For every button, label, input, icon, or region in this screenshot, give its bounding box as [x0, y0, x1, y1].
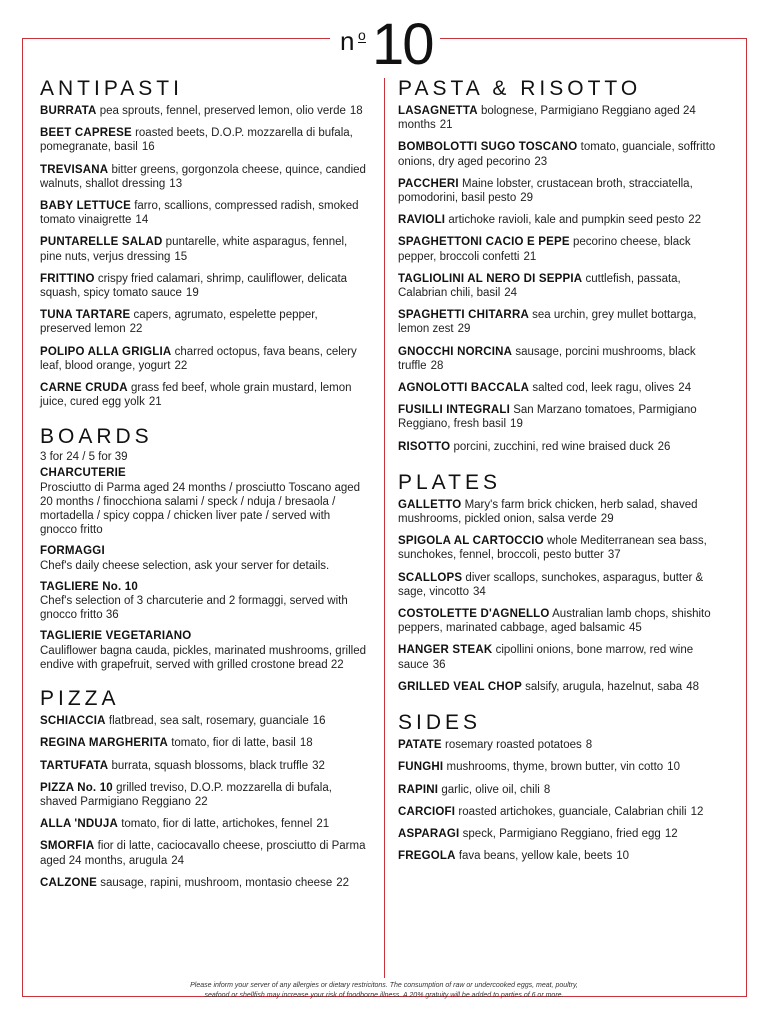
board-item-name: TAGLIERE No. 10 [40, 580, 138, 593]
menu-item-description: capers, agrumato, espelette pepper, preserved lemon [40, 309, 318, 336]
menu-item-name: TARTUFATA [40, 759, 109, 772]
menu-item-price: 10 [616, 850, 630, 863]
menu-item-name: HANGER STEAK [398, 644, 493, 657]
menu-item-name: GRILLED VEAL CHOP [398, 680, 522, 693]
menu-item-price: 26 [657, 440, 671, 453]
restaurant-logo [336, 14, 436, 76]
logo-o: o [358, 27, 366, 43]
menu-item-price: 36 [432, 658, 446, 671]
board-item [40, 580, 370, 623]
menu-item [398, 534, 728, 562]
menu-item-name: SCALLOPS [398, 571, 463, 584]
menu-item-name: CARNE CRUDA [40, 382, 128, 395]
menu-item-description: farro, scallions, compressed radish, smoked tomato vinaigrette [40, 200, 359, 227]
board-item-name: CHARCUTERIE [40, 467, 126, 480]
menu-item-name: COSTOLETTE D'AGNELLO [398, 608, 550, 621]
menu-item [40, 817, 370, 831]
menu-item-description: burrata, squash blossoms, black truffle [111, 759, 309, 772]
boards-title: BOARDS [40, 425, 153, 449]
menu-item [40, 235, 370, 263]
menu-item-name: PIZZA No. 10 [40, 781, 113, 794]
menu-item-price: 22 [336, 876, 350, 889]
pizza-list [40, 714, 370, 890]
sides-section [398, 712, 728, 863]
frame-right-border [746, 38, 747, 996]
menu-item [398, 571, 728, 599]
menu-item-price: 45 [628, 622, 642, 635]
menu-item-name: PUNTARELLE SALAD [40, 236, 163, 249]
menu-item [40, 308, 370, 336]
menu-item-price: 24 [171, 854, 185, 867]
menu-item-name: BURRATA [40, 105, 97, 117]
boards-subtitle: 3 for 24 / 5 for 39 [40, 451, 128, 464]
menu-item-name: LASAGNETTA [398, 105, 478, 117]
menu-item-price: 32 [312, 759, 325, 772]
plates-list [398, 498, 728, 694]
board-item [40, 629, 370, 672]
menu-item [398, 272, 728, 300]
menu-item-name: RAVIOLI [398, 214, 446, 227]
menu-item-description: crispy fried calamari, shrimp, cauliflower, delicata squash, spicy tomato sauce [40, 272, 348, 300]
menu-item-description: sea urchin, grey mullet bottarga, lemon zest [398, 309, 697, 336]
menu-item-price: 29 [600, 513, 614, 526]
menu-item-description: puntarelle, white asparagus, fennel, pine nuts, verjus dressing [40, 236, 348, 263]
menu-item-price: 14 [135, 214, 149, 227]
menu-item-name: TAGLIOLINI AL NERO DI SEPPIA [398, 272, 583, 285]
menu-item [40, 839, 370, 867]
menu-item-price: 28 [430, 359, 444, 372]
menu-item [40, 104, 370, 118]
menu-item-price: 22 [194, 795, 208, 808]
menu-item-price: 8 [585, 739, 593, 752]
menu-item-description: tomato, fior di latte, basil [171, 737, 296, 750]
menu-item [40, 163, 370, 191]
menu-item-price: 21 [439, 119, 453, 132]
menu-item-description: sausage, rapini, mushroom, montasio cheese [100, 876, 333, 889]
menu-item-price: 22 [129, 323, 143, 336]
allergy-notice-line2: seafood or shellfish may increase your risk of foodborne illness. A 20% gratuity will be added to parties of 6 or more. [204, 992, 564, 999]
menu-item-description: garlic, olive oil, chili [441, 783, 540, 796]
board-item [40, 466, 370, 537]
menu-item-price: 23 [534, 155, 548, 168]
menu-item-description: bitter greens, gorgonzola cheese, quince, candied walnuts, shallot dressing [40, 163, 366, 190]
board-item-description: Cauliflower bagna cauda, pickles, marinated mushrooms, grilled endive with grapefruit, served with grilled crostone bread 22 [40, 644, 366, 671]
menu-item-price: 22 [174, 359, 188, 372]
allergy-notice-line1: Please inform your server of any allergies or dietary restricitons. The consumption of raw or undercooked eggs, meat, poultry, [190, 982, 578, 989]
menu-item-description: roasted beets, D.O.P. mozzarella di bufala, pomegranate, basil [40, 127, 353, 154]
menu-item [40, 126, 370, 154]
menu-item [398, 849, 728, 863]
menu-item-description: tomato, fior di latte, artichokes, fennel [121, 818, 313, 831]
menu-item [398, 140, 728, 168]
menu-item [398, 498, 728, 526]
menu-item-price: 29 [520, 192, 534, 205]
right-column [398, 78, 728, 871]
menu-item-description: cipollini onions, bone marrow, red wine sauce [398, 644, 694, 671]
menu-item [398, 783, 728, 797]
menu-item-price: 48 [686, 680, 699, 693]
menu-item-name: BEET CAPRESE [40, 127, 132, 140]
menu-item-price: 12 [664, 827, 678, 840]
menu-item-price: 22 [688, 214, 702, 227]
menu-item-price: 12 [690, 805, 704, 818]
menu-item-description: whole Mediterranean sea bass, sunchokes, fennel, broccoli, pesto butter [398, 535, 707, 562]
menu-item [398, 805, 728, 819]
menu-item-name: TUNA TARTARE [40, 309, 131, 322]
antipasti-title: ANTIPASTI [40, 77, 183, 100]
menu-item-name: BABY LETTUCE [40, 200, 131, 213]
menu-item-name: REGINA MARGHERITA [40, 737, 168, 750]
menu-item [398, 177, 728, 205]
menu-item [398, 607, 728, 635]
menu-item-name: PATATE [398, 739, 442, 752]
pasta-section [398, 78, 728, 454]
menu-item-description: charred octopus, fava beans, celery leaf, blood orange, yogurt [40, 345, 357, 372]
frame-top-right-border [440, 38, 747, 39]
menu-item-description: fior di latte, caciocavallo cheese, prosciutto di Parma aged 24 months, arugula [40, 840, 366, 867]
menu-item-description: bolognese, Parmigiano Reggiano aged 24 months [398, 105, 696, 132]
board-item-description: Chef's daily cheese selection, ask your server for details. [40, 559, 330, 572]
menu-item-description: pecorino cheese, black pepper, broccoli confetti [398, 236, 691, 263]
menu-item-name: FREGOLA [398, 850, 456, 863]
plates-section [398, 472, 728, 694]
logo-number: 10 [372, 12, 433, 77]
menu-item [40, 781, 370, 809]
menu-item [398, 235, 728, 263]
menu-item-description: pea sprouts, fennel, preserved lemon, olio verde [99, 105, 346, 117]
menu-item [398, 680, 728, 694]
menu-item [40, 272, 370, 300]
column-divider [384, 78, 385, 978]
menu-item-price: 10 [667, 761, 680, 774]
board-item [40, 544, 370, 572]
pizza-section [40, 688, 370, 890]
menu-item-name: SPAGHETTONI CACIO E PEPE [398, 236, 570, 249]
menu-item [398, 308, 728, 336]
logo-n: n [340, 26, 355, 56]
frame-left-border [22, 38, 23, 996]
menu-item [398, 827, 728, 841]
menu-item [40, 199, 370, 227]
menu-item-description: grass fed beef, whole grain mustard, lemon juice, cured egg yolk [40, 382, 352, 409]
board-item-name: FORMAGGI [40, 545, 105, 558]
menu-item [40, 759, 370, 773]
menu-item-name: TREVISANA [40, 163, 109, 176]
menu-item [40, 876, 370, 890]
menu-item-description: cuttlefish, passata, Calabrian chili, basil [398, 272, 681, 300]
allergy-notice [100, 981, 668, 1001]
menu-item-description: porcini, zucchini, red wine braised duck [453, 440, 654, 453]
menu-item-description: fava beans, yellow kale, beets [458, 850, 613, 863]
menu-item-price: 16 [312, 715, 326, 728]
menu-item [40, 381, 370, 409]
menu-item-name: FRITTINO [40, 272, 95, 285]
menu-item-description: Australian lamb chops, shishito peppers, marinated cabbage, aged balsamic [398, 608, 711, 635]
menu-item-name: GNOCCHI NORCINA [398, 345, 513, 358]
menu-item-price: 16 [141, 141, 155, 154]
menu-item-price: 8 [543, 783, 551, 796]
boards-list [40, 466, 370, 672]
menu-item [398, 403, 728, 431]
menu-item-name: BOMBOLOTTI SUGO TOSCANO [398, 141, 578, 154]
menu-item-name: CALZONE [40, 876, 97, 889]
menu-item [40, 345, 370, 373]
menu-item-description: Mary's farm brick chicken, herb salad, shaved mushrooms, pickled onion, salsa verde [398, 498, 698, 526]
menu-item-description: salsify, arugula, hazelnut, saba [525, 680, 683, 693]
menu-item-description: artichoke ravioli, kale and pumpkin seed pesto [448, 214, 685, 227]
menu-item-description: speck, Parmigiano Reggiano, fried egg [462, 827, 661, 840]
menu-item-description: sausage, porcini mushrooms, black truffle [398, 345, 696, 372]
menu-item [398, 440, 728, 454]
menu-item-price: 21 [316, 818, 330, 831]
menu-item-description: grilled treviso, D.O.P. mozzarella di bufala, shaved Parmigiano Reggiano [40, 781, 332, 808]
antipasti-section [40, 78, 370, 409]
boards-section [40, 426, 370, 672]
menu-item [398, 381, 728, 395]
menu-item [398, 760, 728, 774]
menu-item-description: San Marzano tomatoes, Parmigiano Reggiano, fresh basil [398, 404, 697, 431]
menu-item-name: FUSILLI INTEGRALI [398, 404, 511, 417]
menu-item-name: SPAGHETTI CHITARRA [398, 309, 529, 322]
menu-item-name: ASPARAGI [398, 827, 460, 840]
antipasti-list [40, 104, 370, 409]
menu-item [398, 213, 728, 227]
menu-item-description: flatbread, sea salt, rosemary, guanciale [108, 715, 309, 728]
menu-item-price: 34 [472, 585, 486, 598]
menu-item [398, 345, 728, 373]
menu-item-price: 24 [504, 287, 518, 300]
menu-item-price: 29 [457, 323, 471, 336]
menu-item-name: ALLA 'NDUJA [40, 818, 118, 831]
menu-item-name: SCHIACCIA [40, 715, 106, 728]
pizza-title: PIZZA [40, 687, 120, 711]
pasta-list [398, 104, 728, 454]
menu-item-price: 37 [607, 549, 621, 562]
menu-item-price: 19 [510, 418, 523, 431]
menu-item-price: 21 [523, 250, 537, 263]
menu-item-price: 15 [174, 250, 188, 263]
menu-item-name: POLIPO ALLA GRIGLIA [40, 345, 172, 358]
menu-item-description: Maine lobster, crustacean broth, stracciatella, pomodorini, basil pesto [398, 177, 693, 205]
menu-item-price: 21 [148, 396, 162, 409]
menu-item-description: rosemary roasted potatoes [445, 739, 582, 752]
pasta-title: PASTA & RISOTTO [398, 77, 642, 100]
menu-item-name: SPIGOLA AL CARTOCCIO [398, 535, 544, 548]
left-column [40, 78, 370, 898]
menu-item [398, 738, 728, 752]
frame-top-left-border [22, 38, 330, 39]
menu-item-description: mushrooms, thyme, brown butter, vin cotto [446, 761, 664, 774]
board-item-description: Prosciutto di Parma aged 24 months / prosciutto Toscano aged 20 months / finocchiona salami / speck / nduja / bresaola / mortadella / spicy coppa / chicken liver pate / served with gnocco fritto [40, 481, 361, 537]
sides-title: SIDES [398, 711, 482, 735]
menu-item-name: FUNGHI [398, 761, 444, 774]
menu-item-price: 18 [349, 105, 363, 117]
menu-item-price: 13 [169, 177, 183, 190]
menu-item-description: roasted artichokes, guanciale, Calabrian chili [458, 805, 687, 818]
menu-item [398, 643, 728, 671]
menu-item [398, 104, 728, 132]
board-item-name: TAGLIERIE VEGETARIANO [40, 630, 192, 643]
sides-list [398, 738, 728, 863]
menu-item-description: tomato, guanciale, soffritto onions, dry aged pecorino [398, 141, 716, 168]
menu-item-name: AGNOLOTTI BACCALA [398, 382, 530, 395]
menu-item [40, 714, 370, 728]
menu-item-price: 19 [185, 287, 199, 300]
menu-item-price: 24 [678, 382, 692, 395]
board-item-description: Chef's selection of 3 charcuterie and 2 formaggi, served with gnocco fritto 36 [40, 595, 348, 622]
menu-item-name: GALLETTO [398, 498, 462, 511]
menu-item-name: RISOTTO [398, 440, 451, 453]
menu-item-price: 18 [299, 737, 313, 750]
menu-item-description: diver scallops, sunchokes, asparagus, butter & sage, vincotto [398, 571, 704, 598]
menu-item-description: salted cod, leek ragu, olives [532, 382, 675, 395]
plates-title: PLATES [398, 470, 501, 494]
menu-item-name: CARCIOFI [398, 805, 456, 818]
menu-item [40, 736, 370, 750]
menu-item-name: SMORFIA [40, 840, 95, 853]
menu-item-name: RAPINI [398, 783, 439, 796]
menu-item-name: PACCHERI [398, 177, 459, 190]
